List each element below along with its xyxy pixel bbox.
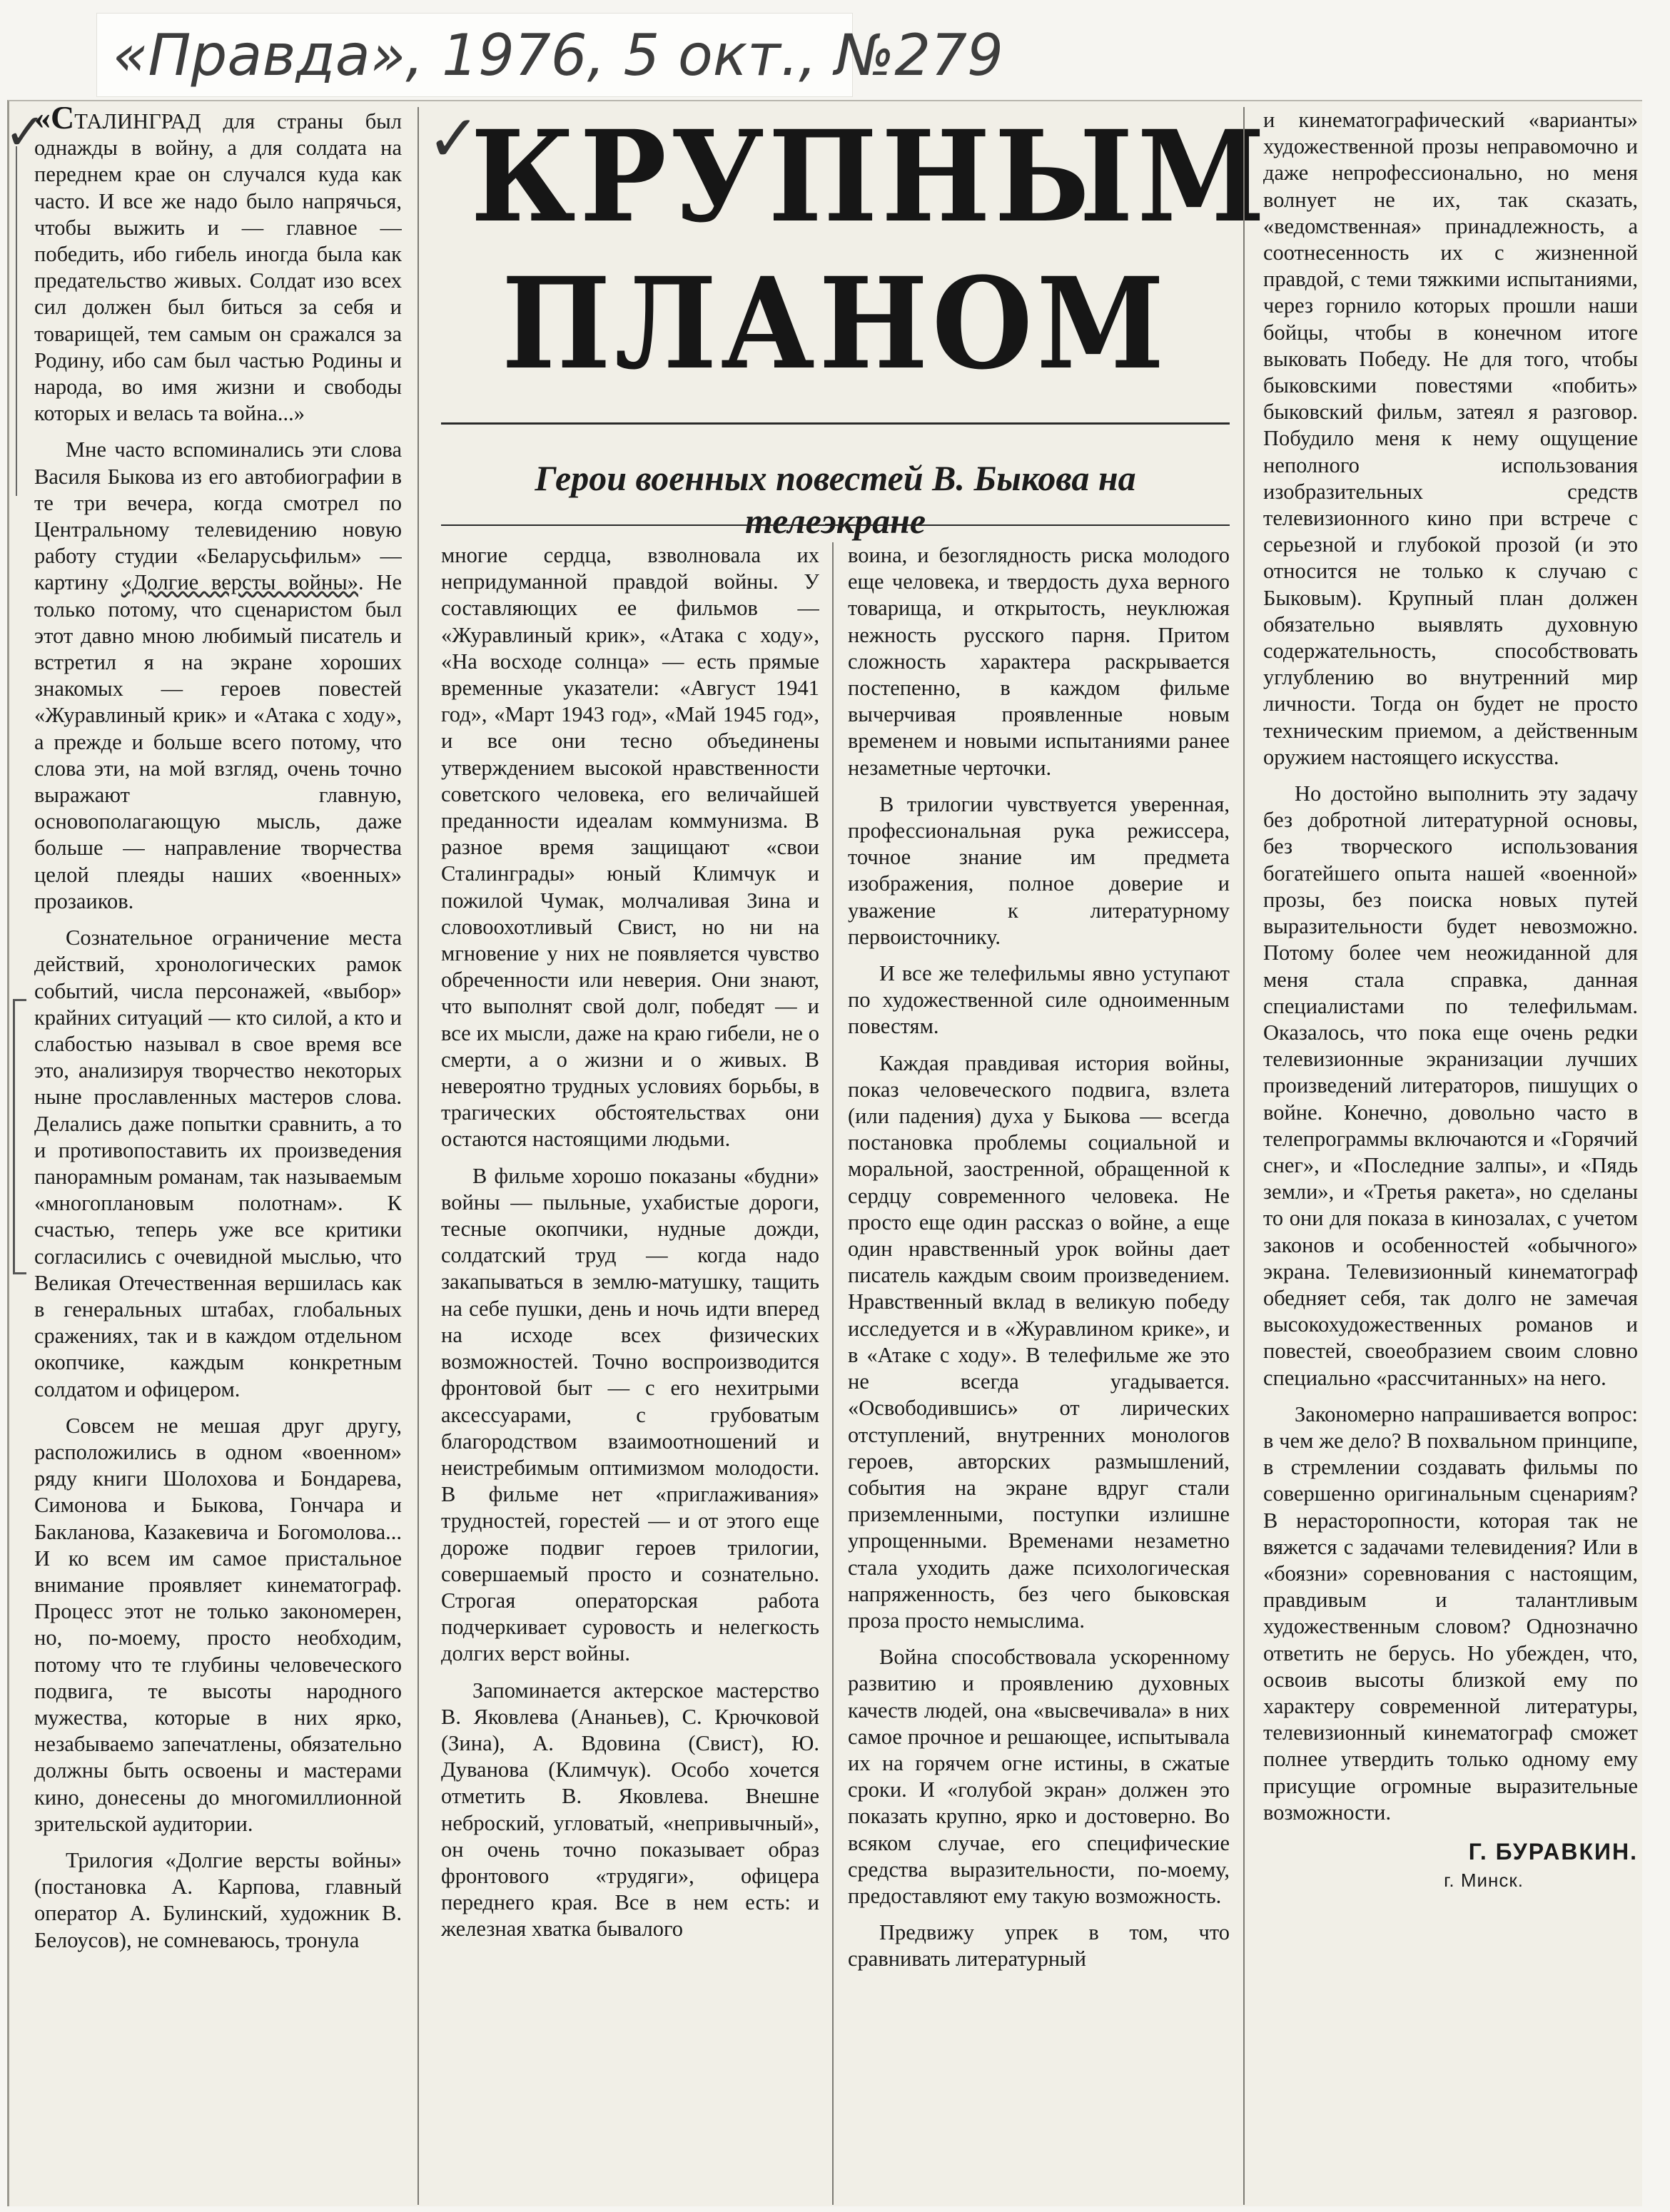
paragraph: В трилогии чувствуется уверенная, профессиональная рука режиссера, точное знание им предмета изображения, полное доверие и уважение к литературному первоисточнику.: [848, 791, 1230, 949]
paragraph: Закономерно напрашивается вопрос: в чем же дело? В похвальном принципе, в стремлении создавать фильмы по совершенно оригинальным сценариям? В нерасторопности, которая так не вяжется с задачами телевидения? Или в «боязни» соревнования с настоящим, правдивым и талантливым художественным словом? Однозначно ответить не берусь. Но убежден, что, освоив высоты близкой ему по характеру современной литературы, телевизионный кинематограф сможет полнее утвердить только одному ему присущие огромные выразительные возможности.: [1263, 1401, 1638, 1825]
paragraph-text: Мне часто вспоминались эти слова Василя Быкова из его автобиографии в те три вечера, когда смотрел по Центральному телевидению новую работу студии «Беларусьфильм» — картину: [34, 437, 402, 595]
article-column-1: [34, 107, 402, 2166]
pencil-margin-line-icon: [16, 146, 17, 496]
paragraph: воина, и безоглядность риска молодого еще человека, и твердость духа верного товарища, и открытость, неуклюжая нежность русского парня. Притом сложность характера раскрывается постепенно, в каждом фильме вычерчивая проявленные новым временем и новыми испытаниями ранее незаметные черточки.: [848, 543, 1230, 780]
drop-cap: «С: [34, 107, 75, 136]
subtitle: Герои военных повестей В. Быкова на телеэкране: [535, 458, 1136, 541]
column-separator: [418, 107, 419, 2205]
paragraph: Предвижу упрек в том, что сравнивать литературный: [848, 1920, 1230, 1972]
article-column-3: [848, 542, 1230, 2205]
paragraph-text: . Не только потому, что сценаристом был этот давно мною любимый писатель и встретил я на экране хороших знакомых — героев повестей «Журавлиный крик» и «Атака с ходу», а прежде и больше всего потому, что слова эти, на мой взгляд, очень точно выражают главную, основополагающую мысль, даже больше — направление творчества целой плеяды наших «военных» прозаиков.: [34, 570, 402, 913]
pencil-check-mark-icon: ✓: [427, 101, 481, 176]
article-column-2: [441, 542, 819, 2205]
paragraph-text: ТАЛИНГРАД для страны был однажды в войну, а для солдата на переднем крае он случался куда как часто. И все же надо было напрячься, чтобы выжить и — главное — победить, ибо гибель иногда была как предательство живых. Солдат изо всех сил должен был биться за себя и товарищей, тем самым он сражался за Родину, ибо сам был частью Родины и народа, во имя жизни и свободы которых и велась та война...»: [34, 109, 402, 426]
paragraph: [34, 437, 402, 915]
headline-rule: [441, 422, 1230, 425]
pencil-margin-bracket-icon: [13, 999, 26, 1274]
article-column-4: [1263, 107, 1638, 2212]
handwritten-annotation: «Правда», 1976, 5 окт., №279: [96, 13, 853, 97]
column-separator: [1243, 107, 1245, 2205]
headline: КРУПНЫМ ПЛАНОМ: [470, 103, 1270, 397]
paragraph: Каждая правдивая история войны, показ человеческого подвига, взлета (или падения) духа у Быкова — всегда постановка проблемы социальной и моральной, заостренной, обращенной к сердцу современного человека. Не просто еще один рассказ о войне, а еще один нравственный урок войны дает писатель каждым своим произведением. Нравственный вклад в великую победу исследуется и в «Журавлином крике», и в «Атаке с ходу». В телефильме же это не всегда угадывается. «Освободившись» от лирических отступлений, внутренних монологов героев, авторских размышлений, события на экране вдруг стали приземленными, поступки излишне упрощенными. Временами незаметно стала уходить даже психологическая напряженность, без чего быковская проза просто немыслима.: [848, 1050, 1230, 1633]
film-title-underlined: «Долгие версты войны»: [121, 570, 359, 595]
paragraph: И все же телефильмы явно уступают по художественной силе одноименным повестям.: [848, 961, 1230, 1039]
paragraph: Совсем не мешая друг другу, расположились в одном «военном» ряду книги Шолохова и Бондарева, Симонова и Быкова, Гончара и Бакланова, Казакевича и Богомолова... И ко всем им самое пристальное внимание проявляет кинематограф. Процесс этот не только закономерен, но, по-моему, просто необходим, потому что те глубины человеческого подвига, те высоты народного мужества, которые в них ярко, незабываемо запечатлены, обязательно должны быть освоены и мастерами кино, донесены до многомиллионной зрительской аудитории.: [34, 1413, 402, 1836]
author-signature: Г. БУРАВКИН.: [1468, 1839, 1638, 1865]
column-separator: [832, 542, 834, 2205]
paragraph: Но достойно выполнить эту задачу без добротной литературной основы, без творческого использования богатейшего опыта нашей «военной» прозы, без поиска новых путей выразительности будет невозможно. Потому более чем неожиданной для меня стала справка, данная специалистами по телефильмам. Оказалось, что пока еще очень редки телевизионные экранизации лучших произведений литераторов, пишущих о войне. Конечно, довольно часто в телепрограммы включаются и «Горячий снег», и «Последние залпы», и «Пядь земли», и «Третья ракета», но сделаны то они для показа в кинозалах, с учетом законов и особенностей «обычного» экрана. Телевизионный кинематограф обедняет себя, так долго не замечая высокохудожественных романов и повестей, своеобразием своим словно специально «рассчитанных» на него.: [1263, 781, 1638, 1390]
pencil-check-mark-icon: ✓: [4, 103, 46, 161]
paragraph: Война способствовала ускоренному развитию и проявлению духовных качеств людей, она «высвечивала» в них самое прочное и решающее, испытывала их на горячем огне истины, в сжатые сроки. И «голубой экран» должен это показать крупно, ярко и достоверно. Во всяком случае, его специфические средства выразительности, по-моему, предоставляют ему такую возможность.: [848, 1645, 1230, 1908]
paragraph: В фильме хорошо показаны «будни» войны — пыльные, ухабистые дороги, тесные окопчики, нудные дожди, солдатский труд — когда надо закапываться в землю-матушку, тащить на себе пушки, день и ночь идти вперед на исходе всех физических возможностей. Точно воспроизводится фронтовой быт — с его нехитрыми аксессуарами, с грубоватым благородством взаимоотношений и неистребимым оптимизмом молодости. В фильме нет «приглаживания» трудностей, горестей — и от этого еще дороже подвиг героев трилогии, совершаемый просто и сознательно. Строгая операторская работа подчеркивает суровость и нелегкость долгих верст войны.: [441, 1163, 819, 1666]
paragraph: Сознательное ограничение места действий, хронологических рамок событий, числа персонажей, «выбор» крайних ситуаций — кто силой, а кто и слабостью называл в свое время все это, анализируя творчество некоторых ныне прославленных мастеров слова. Делались даже попытки сравнить, а то и противопоставить их произведения панорамным романам, так называемым «многоплановым полотнам». К счастью, теперь уже все критики согласились с очевидной мыслью, что Великая Отечественная вершилась как в генеральных штабах, глобальных сражениях, так и в каждом отдельном окопчике, каждым конкретным солдатом и офицером.: [34, 925, 402, 1401]
paragraph: Запоминается актерское мастерство В. Яковлева (Ананьев), С. Крючковой (Зина), А. Вдовина (Свист), Ю. Дуванова (Климчук). Особо хочется отметить В. Яковлева. Внешне неброский, угловатый, «непривычный», он очень точно показывает образ фронтового «трудяги», офицера переднего края. Все в нем есть: и железная хватка бывалого: [441, 1678, 819, 1942]
paragraph: и кинематографический «варианты» художественной прозы неправомочно и даже непрофессионально, но меня волнует не их, так сказать, «ведомственная» принадлежность, а соотнесенность их с жизненной правдой, с теми тяжкими испытаниями, через горнило которых прошли наши бойцы, чтобы в конечном итоге выковать Победу. Не для того, чтобы быковскими повестями «побить» быковский фильм, затеял я разговор. Побудило меня к нему ощущение неполного использования изобразительных средств телевизионного кино при встрече с серьезной и глубокой прозой (и это относится не только к случаю с Быковым). Крупный план должен обязательно выявлять духовную содержательность, способствовать углублению во внутренний мир личности. Тогда он будет не просто техническим приемом, а действенным оружием настоящего искусства.: [1263, 108, 1638, 769]
author-location: г. Минск.: [1444, 1869, 1524, 1891]
paragraph: многие сердца, взволновала их непридуманной правдой войны. У составляющих ее фильмов — «Журавлиный крик», «Атака с ходу», «На восходе солнца» — есть прямые временные указатели: «Август 1941 год», «Март 1943 год», «Май 1945 год», и все они тесно объединены утверждением высокой нравственности советского человека, его величайшей преданности идеалам коммунизма. В разное время защищают «свои Сталинграды» юный Климчук и пожилой Чумак, молчаливая Зина и словоохотливый Свист, но ни на мгновение у них не появляется чувство обреченности или неверия. Они знают, что выполнят свой долг, победят — и все их мысли, даже на краю гибели, не о смерти, а о жизни и о живых. В невероятно трудных условиях борьбы, в трагических обстоятельствах они остаются настоящими людьми.: [441, 543, 819, 1152]
paragraph: [34, 107, 402, 427]
paragraph: Трилогия «Долгие версты войны» (постановка А. Карпова, главный оператор А. Булинский, художник В. Белоусов), не сомневаюсь, тронула: [34, 1848, 402, 1952]
subtitle-rule: [441, 524, 1230, 526]
